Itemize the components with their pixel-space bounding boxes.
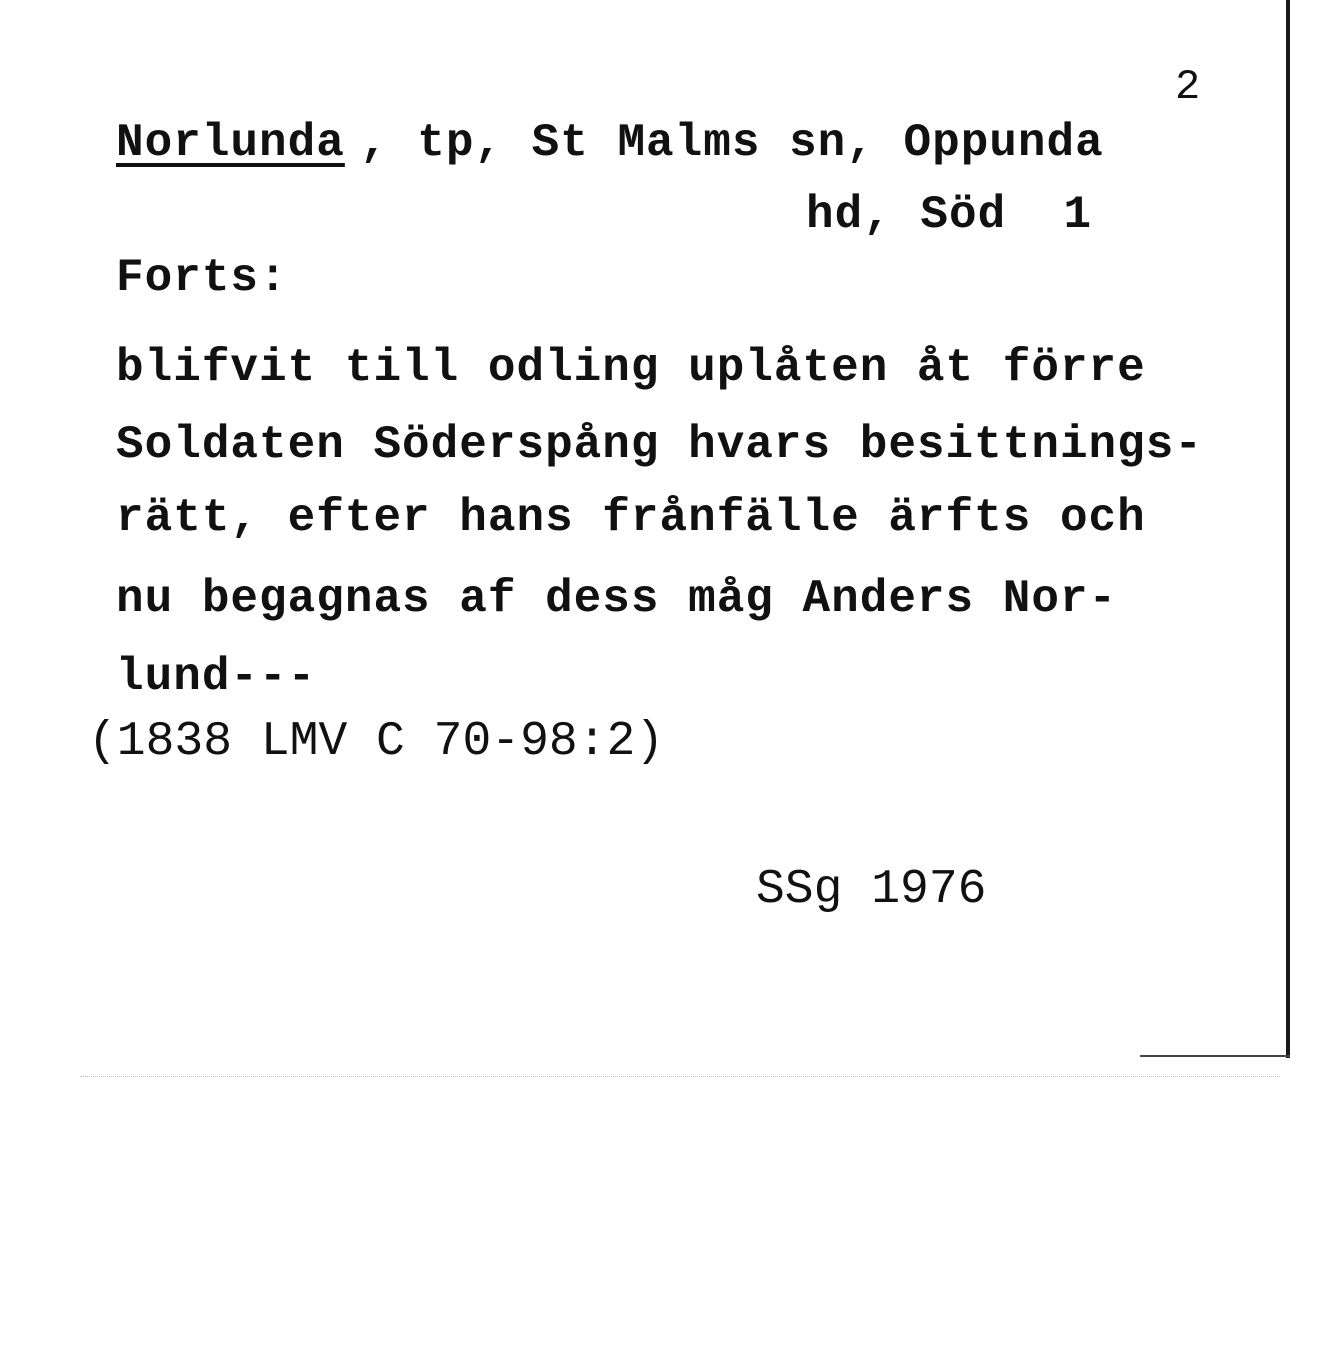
- source-citation: (1838 LMV C 70-98:2): [88, 715, 665, 769]
- body-line-5: lund---: [116, 651, 317, 703]
- continuation-label: Forts:: [116, 252, 288, 304]
- page-number: 2: [1175, 63, 1202, 111]
- body-line-3: rätt, efter hans frånfälle ärfts och: [116, 492, 1146, 544]
- place-description: , tp, St Malms sn, Oppunda: [360, 117, 1104, 169]
- body-line-1: blifvit till odling uplåten åt förre: [116, 342, 1146, 394]
- card-bottom-edge: [1140, 1055, 1290, 1057]
- signature: SSg 1976: [756, 863, 987, 917]
- place-description-line2: hd, Söd 1: [806, 189, 1093, 241]
- body-line-2: Soldaten Söderspång hvars besittnings-: [116, 419, 1203, 471]
- card-right-edge: [1286, 0, 1290, 1058]
- scan-dotted-line: [80, 1076, 1280, 1078]
- place-name: Norlunda: [116, 117, 345, 169]
- body-line-4: nu begagnas af dess måg Anders Nor-: [116, 573, 1118, 625]
